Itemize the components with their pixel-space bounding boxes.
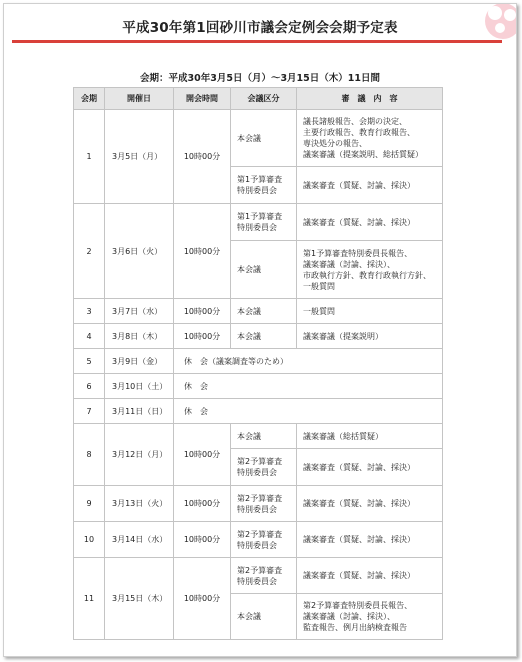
- page-title: 平成30年第1回砂川市議会定例会会期予定表: [122, 20, 398, 36]
- table-row: [74, 110, 443, 167]
- recess-cell: 休 会: [174, 399, 443, 424]
- meeting-type-cell: 本会議: [231, 241, 297, 299]
- date-cell: 3月9日（金）: [105, 349, 174, 374]
- meeting-type-cell: 第2予算審査 特別委員会: [231, 486, 297, 522]
- schedule-table: [73, 87, 443, 640]
- header-meeting-type: 会議区分: [231, 88, 297, 110]
- table-row: [74, 558, 443, 594]
- recess-cell: 休 会: [174, 374, 443, 399]
- table-row: [74, 349, 443, 374]
- date-cell: 3月12日（月）: [105, 424, 174, 486]
- flower-decoration-icon: [480, 3, 517, 44]
- date-cell: 3月15日（木）: [105, 558, 174, 640]
- date-cell: 3月7日（水）: [105, 299, 174, 324]
- header-content: 審 議 内 容: [297, 88, 443, 110]
- content-cell: 第2予算審査特別委員長報告、 議案審議（討論、採決）、 監査報告、例月出納検査報告: [297, 594, 443, 640]
- table-row: [74, 374, 443, 399]
- meeting-type-cell: 第2予算審査 特別委員会: [231, 522, 297, 558]
- session-day-cell: 10: [74, 522, 105, 558]
- session-day-cell: 2: [74, 204, 105, 299]
- content-cell: 議案審査（質疑、討論、採決）: [297, 167, 443, 204]
- date-cell: 3月5日（月）: [105, 110, 174, 204]
- meeting-type-cell: 第2予算審査 特別委員会: [231, 558, 297, 594]
- content-cell: 議長諸般報告、会期の決定、 主要行政報告、教育行政報告、 専決処分の報告、 議案審議（提案説明、総括質疑）: [297, 110, 443, 167]
- content-cell: 議案審査（質疑、討論、採決）: [297, 522, 443, 558]
- time-cell: 10時00分: [174, 324, 231, 349]
- time-cell: 10時00分: [174, 110, 231, 204]
- title-underline: [12, 40, 502, 43]
- session-day-cell: 6: [74, 374, 105, 399]
- session-day-cell: 7: [74, 399, 105, 424]
- time-cell: 10時00分: [174, 486, 231, 522]
- session-period: 会期：平成30年3月5日（月）～3月15日（木）11日間: [140, 73, 380, 84]
- meeting-type-cell: 第1予算審査 特別委員会: [231, 167, 297, 204]
- date-cell: 3月14日（水）: [105, 522, 174, 558]
- header-session-day: 会期: [74, 88, 105, 110]
- content-cell: 議案審査（質疑、討論、採決）: [297, 558, 443, 594]
- session-day-cell: 5: [74, 349, 105, 374]
- header-date: 開催日: [105, 88, 174, 110]
- meeting-type-cell: 本会議: [231, 299, 297, 324]
- meeting-type-cell: 第2予算審査 特別委員会: [231, 449, 297, 486]
- meeting-type-cell: 本会議: [231, 324, 297, 349]
- content-cell: 第1予算審査特別委員長報告、 議案審議（討論、採決）、 市政執行方針、教育行政執行方針、 一般質問: [297, 241, 443, 299]
- table-row: [74, 399, 443, 424]
- table-row: [74, 204, 443, 241]
- time-cell: 10時00分: [174, 522, 231, 558]
- meeting-type-cell: 第1予算審査 特別委員会: [231, 204, 297, 241]
- time-cell: 10時00分: [174, 204, 231, 299]
- content-cell: 議案審査（質疑、討論、採決）: [297, 449, 443, 486]
- table-row: [74, 424, 443, 449]
- table-row: [74, 486, 443, 522]
- session-day-cell: 4: [74, 324, 105, 349]
- session-day-cell: 11: [74, 558, 105, 640]
- table-row: [74, 299, 443, 324]
- date-cell: 3月6日（火）: [105, 204, 174, 299]
- meeting-type-cell: 本会議: [231, 594, 297, 640]
- session-day-cell: 9: [74, 486, 105, 522]
- date-cell: 3月10日（土）: [105, 374, 174, 399]
- page-header: [4, 4, 516, 44]
- session-day-cell: 3: [74, 299, 105, 324]
- recess-cell: 休 会（議案調査等のため）: [174, 349, 443, 374]
- session-day-cell: 1: [74, 110, 105, 204]
- content-cell: 一般質問: [297, 299, 443, 324]
- table-header-row: [74, 88, 443, 110]
- date-cell: 3月8日（木）: [105, 324, 174, 349]
- time-cell: 10時00分: [174, 558, 231, 640]
- content-cell: 議案審議（総括質疑）: [297, 424, 443, 449]
- table-row: [74, 324, 443, 349]
- date-cell: 3月11日（日）: [105, 399, 174, 424]
- time-cell: 10時00分: [174, 299, 231, 324]
- document-frame: [3, 3, 517, 657]
- table-row: [74, 522, 443, 558]
- session-day-cell: 8: [74, 424, 105, 486]
- content-cell: 議案審議（提案説明）: [297, 324, 443, 349]
- content-cell: 議案審査（質疑、討論、採決）: [297, 486, 443, 522]
- content-cell: 議案審査（質疑、討論、採決）: [297, 204, 443, 241]
- meeting-type-cell: 本会議: [231, 424, 297, 449]
- date-cell: 3月13日（火）: [105, 486, 174, 522]
- header-open-time: 開会時間: [174, 88, 231, 110]
- meeting-type-cell: 本会議: [231, 110, 297, 167]
- time-cell: 10時00分: [174, 424, 231, 486]
